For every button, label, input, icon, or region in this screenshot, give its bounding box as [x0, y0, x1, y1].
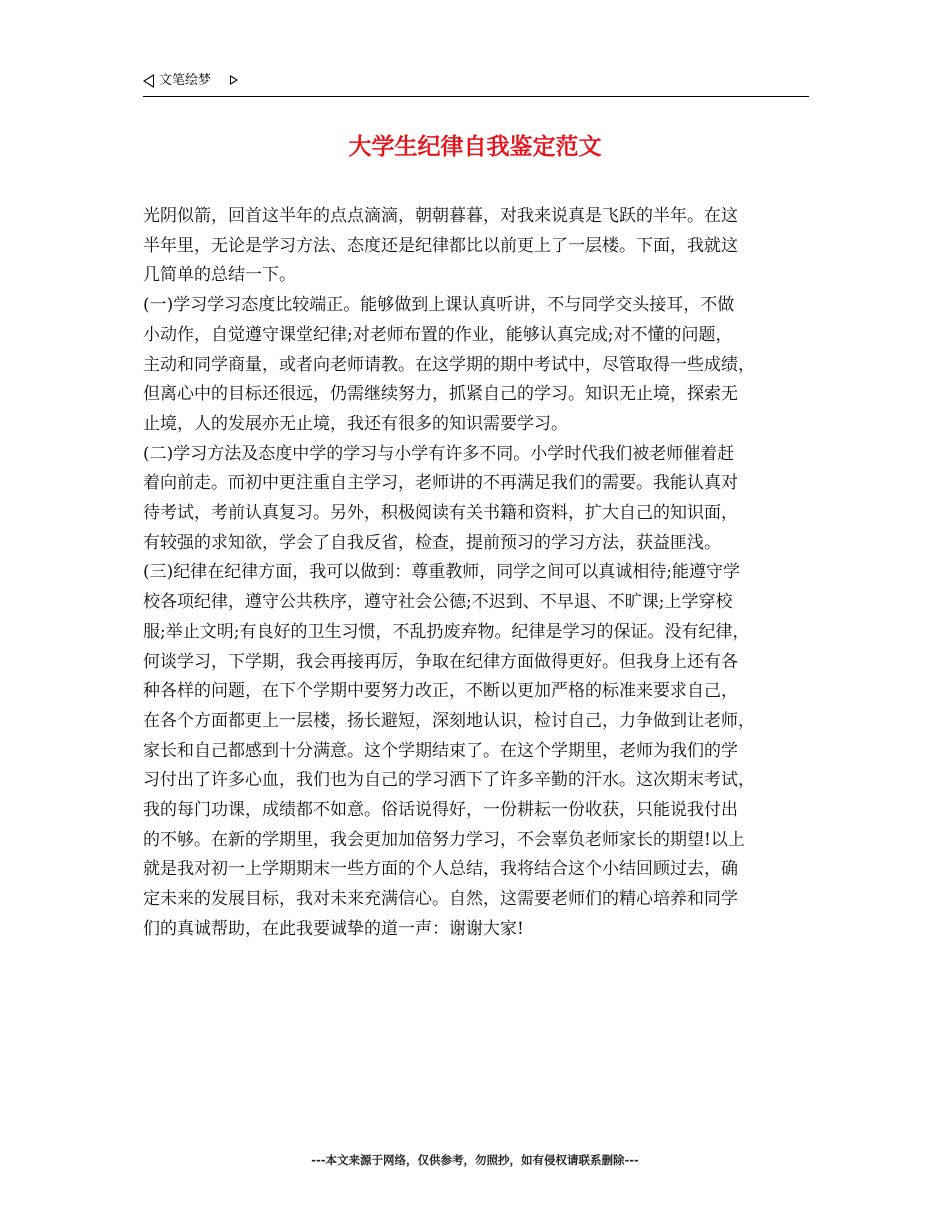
page-header	[143, 70, 809, 97]
paragraph-intro: 光阴似箭，回首这半年的点点滴滴，朝朝暮暮，对我来说真是飞跃的半年。在这 半年里，无论是学习方法、态度还是纪律都比以前更上了一层楼。下面，我就这 几简单的总结一下。	[143, 206, 738, 286]
paragraph-discipline: (三)纪律在纪律方面，我可以做到：尊重教师，同学之间可以真诚相待;能遵守学 校各项纪律，遵守公共秩序，遵守社会公德;不迟到、不早退、不旷课;上学穿校 服;举止文明;有良好的卫生习惯，不乱扔废弃物。纪律是学习的保证。没有纪律， 何谈学习，下学期，我会再接再厉，争取在纪律方面做得更好。但我身上还有各 种各样的问题，在下个学期中要努力改正，不断以更加严格的标准来要求自己， 在各个方面都更上一层楼，扬长避短，深刻地认识，检讨自己，力争做到让老师， 家长和自己都感到十分满意。这个学期结束了。在这个学期里，老师为我们的学 习付出了许多心血，我们也为自己的学习洒下了许多辛勤的汗水。这次期末考试， 我的每门功课，成绩都不如意。俗话说得好，一份耕耘一份收获，只能说我付出 的不够。在新的学期里，我会更加加倍努力学习，不会辜负老师家长的期望!以上 就是我对初一上学期期末一些方面的个人总结，我将结合这个小结回顾过去，确 定未来的发展目标，我对未来充满信心。自然，这需要老师们的精心培养和同学 们的真诚帮助，在此我要诚挚的道一声：谢谢大家!	[143, 562, 755, 939]
footer-disclaimer: ---本文来源于网络，仅供参考，勿照抄，如有侵权请联系删除---	[311, 1153, 639, 1167]
paragraph-study-attitude: (一)学习学习态度比较端正。能够做到上课认真听讲，不与同学交头接耳，不做 小动作，自觉遵守课堂纪律;对老师布置的作业，能够认真完成;对不懂的问题， 主动和同学商量，或者向老师请教。在这学期的期中考试中，尽管取得一些成绩， 但离心中的目标还很远，仍需继续努力，抓紧自己的学习。知识无止境，探索无 止境，人的发展亦无止境，我还有很多的知识需要学习。	[143, 295, 755, 434]
paragraph-study-method: (二)学习方法及态度中学的学习与小学有许多不同。小学时代我们被老师催着赶 着向前走。而初中更注重自主学习，老师讲的不再满足我们的需要。我能认真对 待考试，考前认真复习。另外，积极阅读有关书籍和资料，扩大自己的知识面， 有较强的求知欲，学会了自我反省，检查，提前预习的学习方法，获益匪浅。	[143, 443, 738, 553]
triangle-left-icon	[143, 74, 154, 88]
triangle-right-icon	[230, 75, 238, 85]
brand-label: 文笔绘梦	[159, 73, 212, 88]
document-body	[143, 202, 823, 945]
document-title: 大学生纪律自我鉴定范文	[348, 134, 602, 160]
